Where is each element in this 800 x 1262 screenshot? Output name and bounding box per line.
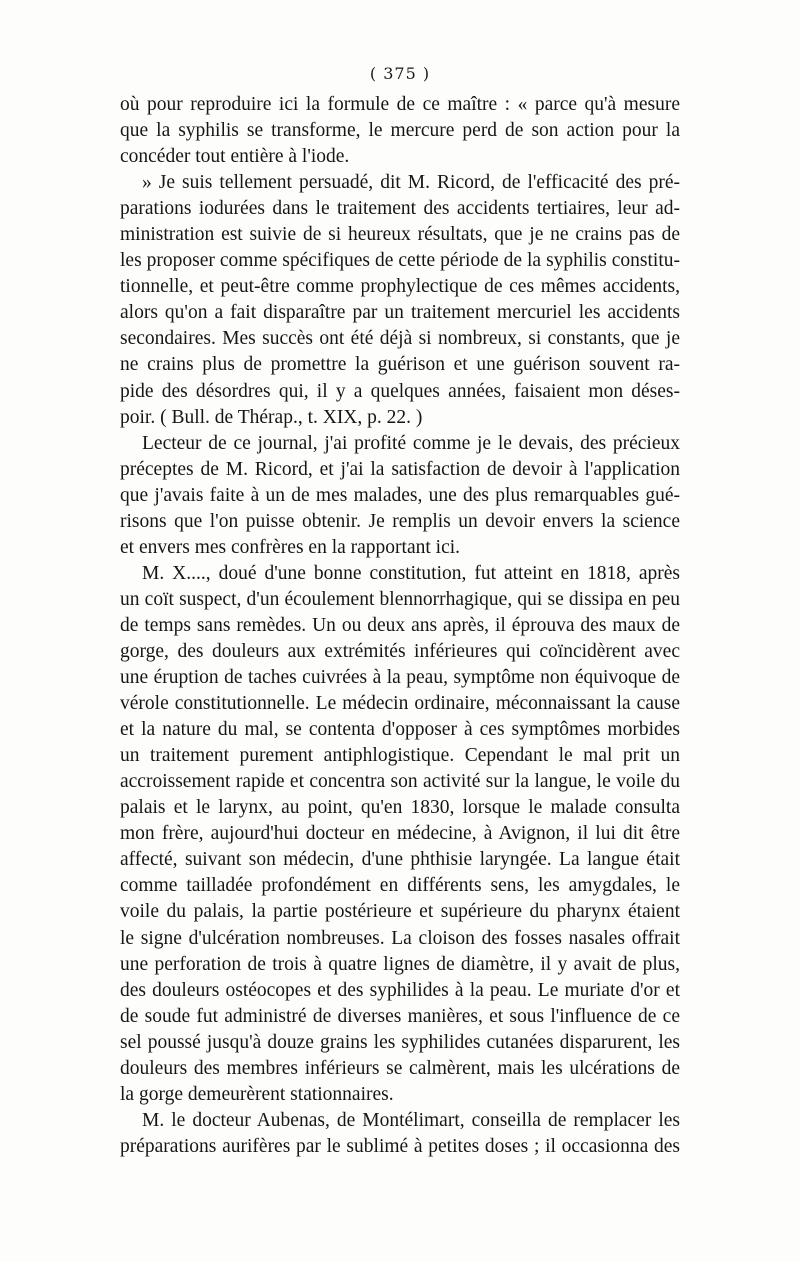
text-line: préparations aurifères par le sublimé à petites doses ; il occasionna des [120,1135,680,1157]
text-line: M. le docteur Aubenas, de Montélimart, conseilla de remplacer les [142,1109,680,1131]
text-line: gorge, des douleurs aux extrémités inférieures qui coïncidèrent avec [120,640,680,662]
page-number: ( 375 ) [369,64,431,83]
text-line: où pour reproduire ici la formule de ce maître : « parce qu'à mesure [120,94,680,115]
text-line: et la nature du mal, se contenta d'opposer à ces symptômes morbides [120,719,680,741]
text-line: douleurs des membres inférieurs se calmèrent, mais les ulcérations de [120,1057,680,1079]
text-line: que la syphilis se transforme, le mercure perd de son action pour la [120,120,680,142]
text-line: alors qu'on a fait disparaître par un traitement mercuriel les accidents [120,302,680,324]
text-line: M. X...., doué d'une bonne constitution, fut atteint en 1818, après [142,562,680,584]
text-line: palais et le larynx, au point, qu'en 1830, lorsque le malade consulta [120,797,680,819]
text-line: vérole constitutionnelle. Le médecin ordinaire, méconnaissant la cause [120,693,680,715]
text-line: tionnelle, et peut-être comme prophylectique de ces mêmes accidents, [120,276,680,298]
text-line: que j'avais faite à un de mes malades, une des plus remarquables gué- [120,484,680,506]
text-line: la gorge demeurèrent stationnaires. [120,1083,394,1105]
text-line: de soude fut administré de diverses manières, et sous l'influence de ce [120,1005,680,1027]
text-line: un coït suspect, d'un écoulement blennorrhagique, qui se dissipa en peu [120,588,680,610]
text-line: une perforation de trois à quatre lignes de diamètre, il y avait de plus, [120,953,680,975]
text-line: des douleurs ostéocopes et des syphilides à la peau. Le muriate d'or et [120,979,680,1001]
text-line: Lecteur de ce journal, j'ai profité comme je le devais, des précieux [142,432,680,454]
text-line: » Je suis tellement persuadé, dit M. Ricord, de l'efficacité des pré- [142,172,680,194]
text-line: une éruption de taches cuivrées à la peau, symptôme non équivoque de [120,667,680,689]
text-line: voile du palais, la partie postérieure et supérieure du pharynx étaient [120,901,680,923]
text-line: préceptes de M. Ricord, et j'ai la satisfaction de devoir à l'application [120,458,680,480]
text-line: un traitement purement antiphlogistique. Cependant le mal prit un [120,745,680,767]
text-line: secondaires. Mes succès ont été déjà si nombreux, si constants, que je [120,328,680,350]
body-text [120,92,680,1160]
text-line: pide des désordres qui, il y a quelques années, faisaient mon déses- [120,380,680,402]
text-line: et envers mes confrères en la rapportant ici. [120,536,461,558]
text-line: parations iodurées dans le traitement des accidents tertiaires, leur ad- [120,198,680,220]
text-line: concéder tout entière à l'iode. [120,146,350,168]
text-line: le signe d'ulcération nombreuses. La cloison des fosses nasales offrait [120,927,680,949]
text-line: comme tailladée profondément en différents sens, les amygdales, le [120,875,680,897]
text-line: accroissement rapide et concentra son activité sur la langue, le voile du [120,771,680,793]
text-line: risons que l'on puisse obtenir. Je remplis un devoir envers la science [120,510,680,532]
text-line: de temps sans remèdes. Un ou deux ans après, il éprouva des maux de [120,614,680,636]
text-line: les proposer comme spécifiques de cette période de la syphilis constitu- [120,250,680,272]
text-line: ministration est suivie de si heureux résultats, que je ne crains pas de [120,224,680,246]
text-line: poir. ( Bull. de Thérap., t. XIX, p. 22. ) [120,406,423,428]
text-line: ne crains plus de promettre la guérison et une guérison souvent ra- [120,354,680,376]
text-line: mon frère, aujourd'hui docteur en médecine, à Avignon, il lui dit être [120,823,680,845]
text-line: sel poussé jusqu'à douze grains les syphilides cutanées disparurent, les [120,1031,680,1053]
text-line: affecté, suivant son médecin, d'une phthisie laryngée. La langue était [120,849,680,871]
